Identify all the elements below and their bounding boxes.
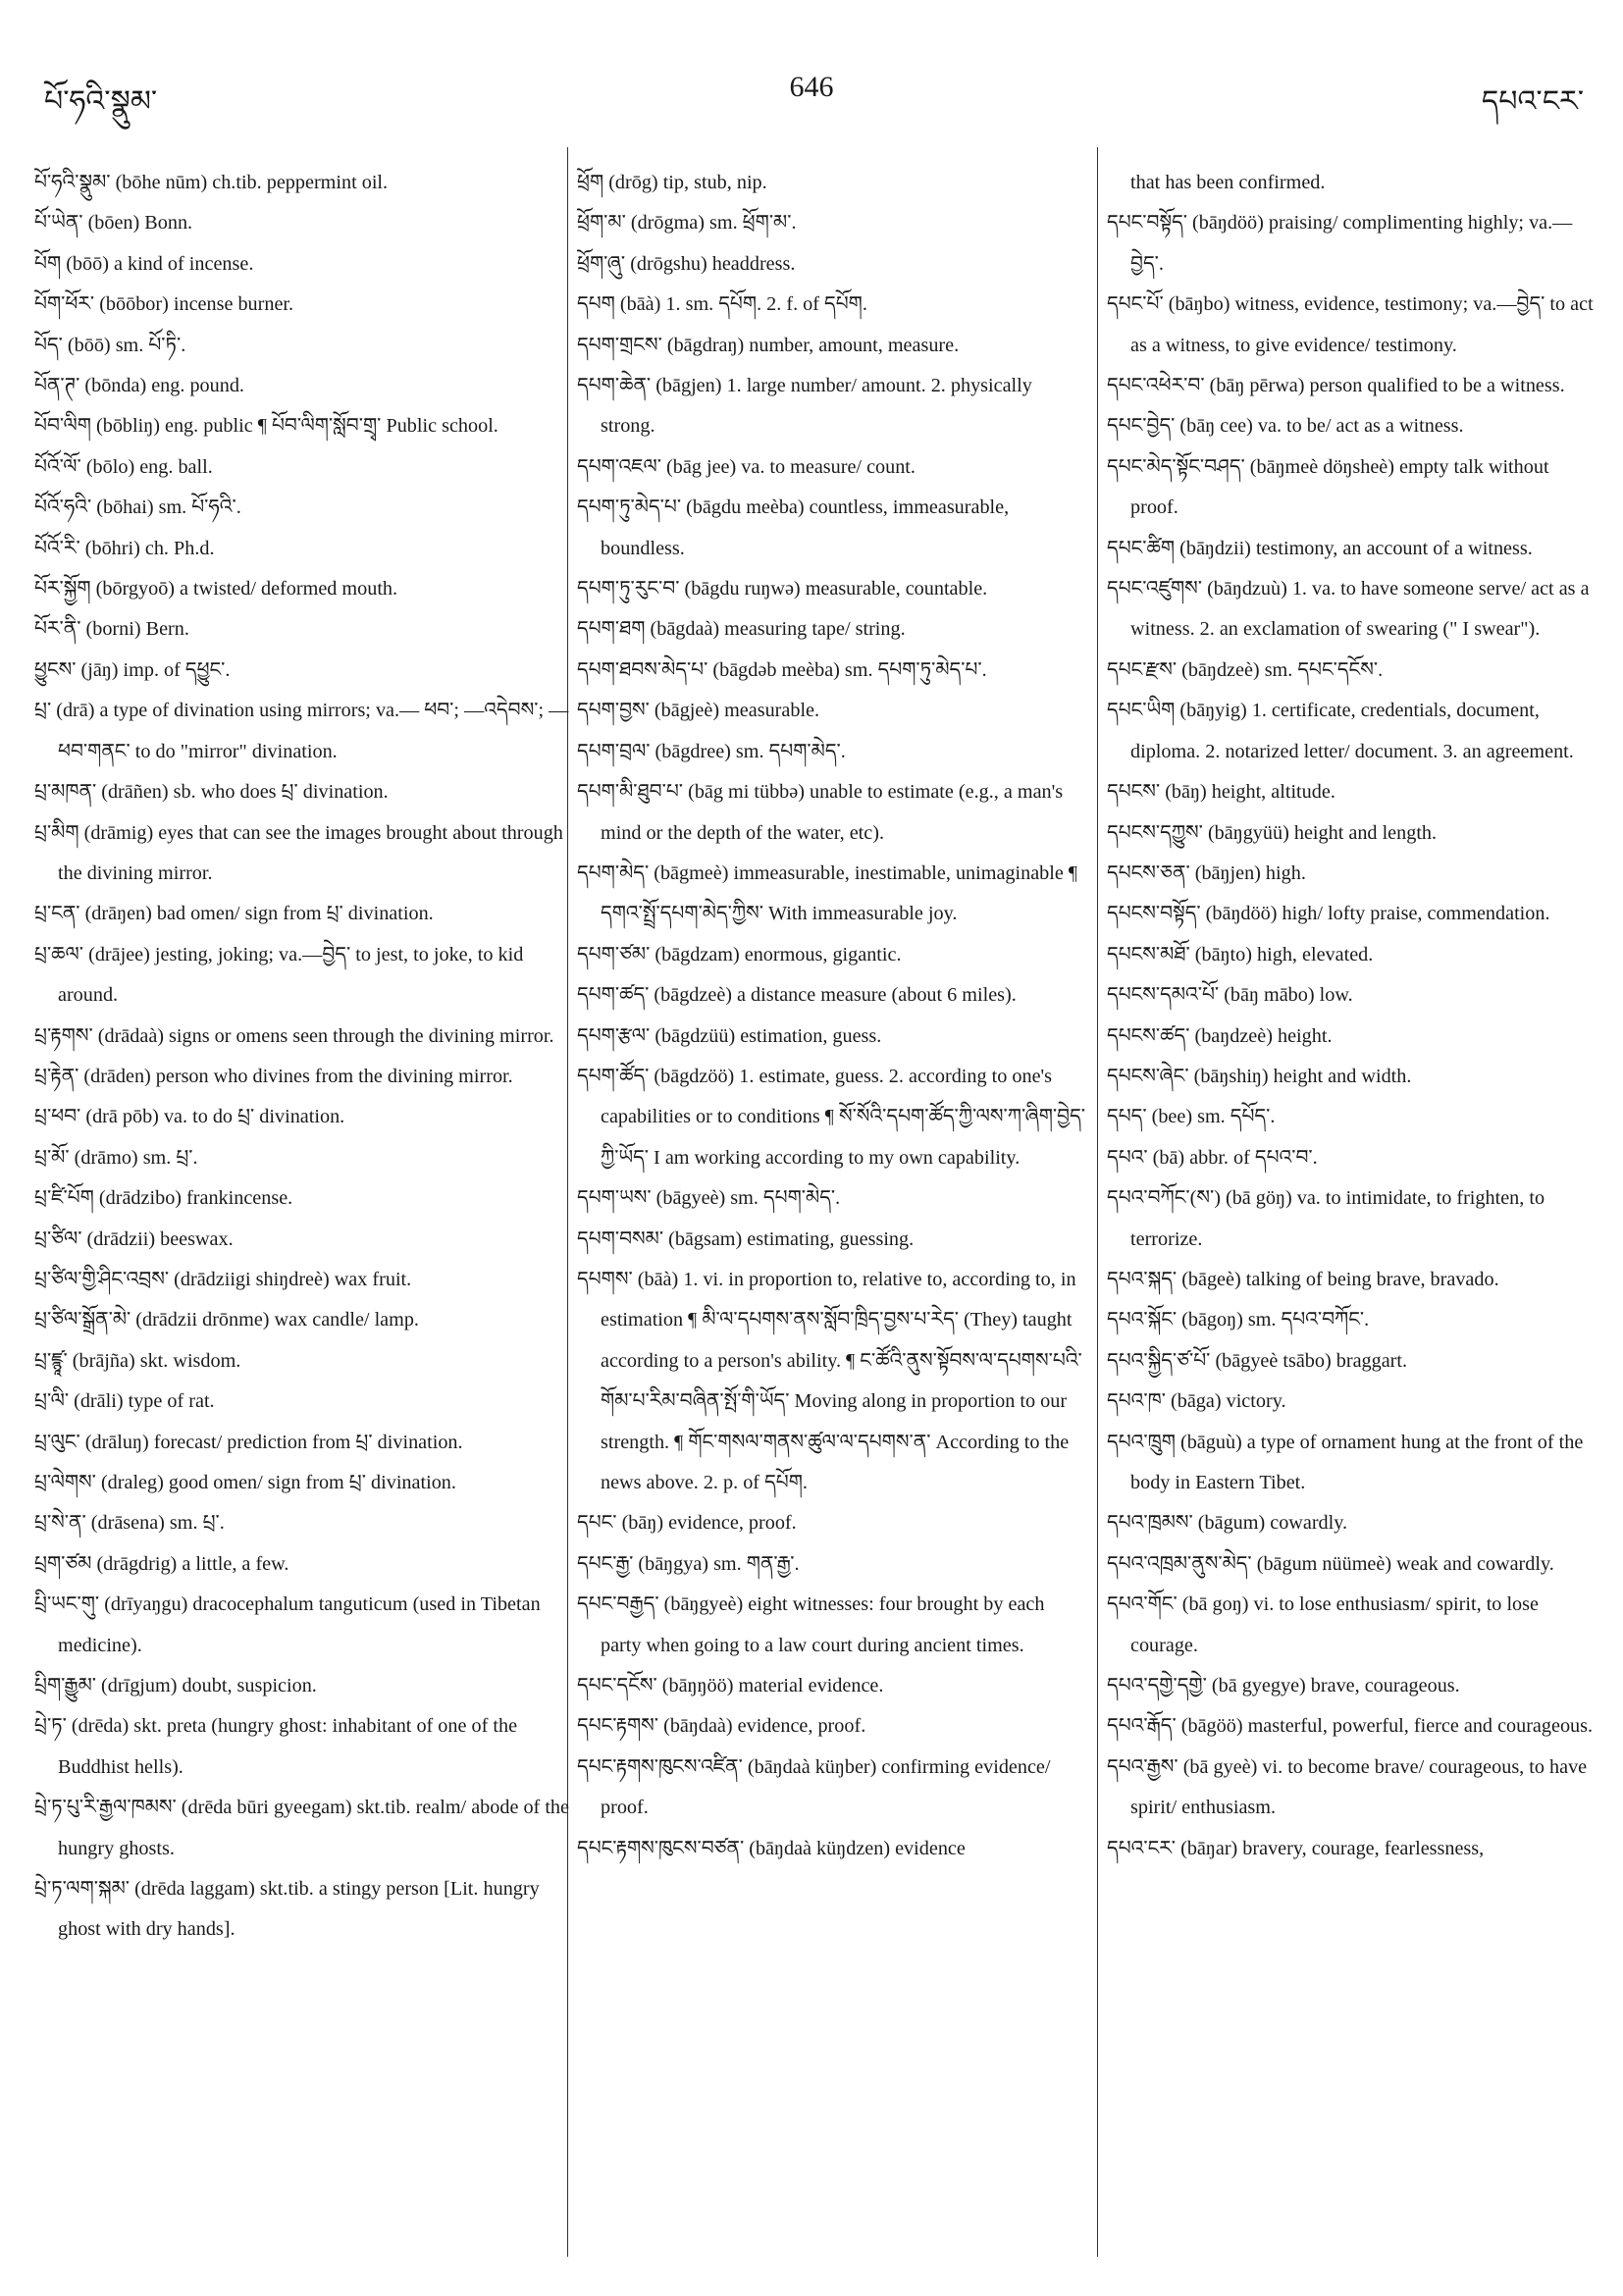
dictionary-entry: དཔའ་སྐད་ (bāgeè) talking of being brave, bravado.: [1107, 1268, 1499, 1290]
dictionary-entry: དཔངས་དཀྱུས་ (bāŋgyüü) height and length.: [1107, 821, 1438, 844]
dictionary-entry: དཔག་ཡས་ (bāgyeè) sm. དཔག་མེད་.: [577, 1187, 841, 1210]
dictionary-entry: ཕྲོག (drōg) tip, stub, nip.: [577, 172, 767, 193]
dictionary-entry: དཔའ་གོང་ (bā goŋ) vi. to lose enthusiasm/ spirit, to lose courage.: [1107, 1593, 1539, 1656]
dictionary-entry: ཕྲོག་ཞུ་ (drōgshu) headdress.: [577, 252, 796, 275]
dictionary-entry: དཔངས་དམའ་པོ་ (bāŋ mābo) low.: [1107, 984, 1353, 1007]
dictionary-entry: དཔང་བརྒྱད་ (bāŋgyeè) eight witnesses: four brought by each party when going to a law court during ancient times.: [577, 1593, 1045, 1656]
dictionary-entry: དཔང་བྱེད་ (bāŋ cee) va. to be/ act as a witness.: [1107, 415, 1464, 438]
dictionary-entry: དཔའ་རྒྱས་ (bā gyeè) vi. to become brave/ courageous, to have spirit/ enthusiasm.: [1107, 1755, 1588, 1819]
dictionary-entry: དཔངས་མཐོ་ (bāŋto) high, elevated.: [1107, 943, 1374, 965]
dictionary-entry: དཔའ་སྐོང་ (bāgoŋ) sm. དཔའ་བཀོང་.: [1107, 1309, 1370, 1331]
dictionary-entry: པོའོ་ཧའི་ (bōhai) sm. པོ་ཧའི་.: [34, 496, 241, 519]
dictionary-entry: དཔག་ཐབས་མེད་པ་ (bāgdəb meèba) sm. དཔག་ཏུ་མེད་པ་.: [577, 658, 987, 681]
dictionary-entry: དཔའ་སྐྱིད་ཙ་པོ་ (bāgyeè tsābo) braggart.: [1107, 1349, 1408, 1372]
dictionary-entry: པྲ་ངན་ (drāŋen) bad omen/ sign from པྲ་ divination.: [34, 903, 434, 925]
dictionary-entry: དཔང་ཡིག (bāŋyig) 1. certificate, credentials, document, diploma. 2. notarized letter/ document. 3. an agreement.: [1107, 700, 1574, 762]
dictionary-entry: དཔག་བྱས་ (bāgjeè) measurable.: [577, 700, 820, 722]
dictionary-entry: པོ་ཧའི་སྣུམ་ (bōhe nūm) ch.tib. peppermint oil.: [34, 172, 389, 193]
dictionary-entry: པྲ་ཆལ་ (drājee) jesting, joking; va.—བྱེད་ to jest, to joke, to kid around.: [34, 943, 524, 1007]
dictionary-entry: པོན་ཊ་ (bōnda) eng. pound.: [34, 375, 244, 397]
dictionary-entry: དཔག་བྲལ་ (bāgdree) sm. དཔག་མེད་.: [577, 740, 846, 762]
dictionary-entry: པྲ་ཙིལ་སྒྲོན་མེ་ (drādzii drōnme) wax candle/ lamp.: [34, 1309, 419, 1331]
dictionary-entry: དཔངས་ཞེང་ (bāŋshiŋ) height and width.: [1107, 1065, 1412, 1087]
dictionary-entry: པྲ་ཛྙཱ་ (brājña) skt. wisdom.: [34, 1349, 241, 1372]
dictionary-entry: དཔང་རྫས་ (bāŋdzeè) sm. དཔང་དངོས་.: [1107, 658, 1384, 681]
dictionary-entry: པྲེ་ཏ་ (drēda) skt. preta (hungry ghost: inhabitant of one of the Buddhist hells).: [34, 1715, 518, 1778]
dictionary-entry: དཔང་འཕེར་བ་ (bāŋ pērwa) person qualified to be a witness.: [1107, 375, 1565, 397]
dictionary-entry: དཔང་མེད་སྟོང་བཤད་ (bāŋmeè döŋsheè) empty talk without proof.: [1107, 455, 1549, 519]
dictionary-entry: དཔའ་རྒོད་ (bāgöö) masterful, powerful, fierce and courageous.: [1107, 1715, 1594, 1738]
dictionary-column-1: [34, 163, 572, 1951]
dictionary-entry: དཔག་ཏུ་མེད་པ་ (bāgdu meèba) countless, immeasurable, boundless.: [577, 496, 1010, 559]
dictionary-entry: that has been confirmed.: [1130, 172, 1326, 193]
page-number: 646: [789, 71, 834, 103]
dictionary-entry: པོག (bōō) a kind of incense.: [34, 252, 254, 275]
dictionary-entry: པོར་ནི་ (borni) Bern.: [34, 618, 189, 641]
dictionary-entry: དཔག་ཐག (bāgdaà) measuring tape/ string.: [577, 618, 906, 641]
dictionary-entry: དཔག (bāà) 1. sm. དཔོག. 2. f. of དཔོག.: [577, 293, 867, 316]
dictionary-entry: དཔང་པོ་ (bāŋbo) witness, evidence, testimony; va.—བྱེད་ to act as a witness, to give evidence/ testimony.: [1107, 293, 1594, 356]
dictionary-entry: པྲ་ (drā) a type of divination using mirrors; va.— ཕབ་; —འདེབས་; —ཕབ་གནང་ to do "mirror" divination.: [34, 700, 569, 762]
dictionary-entry: དཔག་གྲངས་ (bāgdraŋ) number, amount, measure.: [577, 334, 960, 356]
dictionary-entry: པྲེ་ཏ་ལག་སྐམ་ (drēda laggam) skt.tib. a stingy person [Lit. hungry ghost with dry hands].: [34, 1878, 540, 1941]
dictionary-entry: དཔའ་ངར་ (bāŋar) bravery, courage, fearlessness,: [1107, 1837, 1485, 1859]
dictionary-entry: དཔག་མི་ཐུབ་པ་ (bāg mi tübbə) unable to estimate (e.g., a man's mind or the depth of the water, etc).: [577, 781, 1064, 844]
dictionary-entry: ཕྲོག་མ་ (drōgma) sm. ཕྲོག་མ་.: [577, 212, 797, 235]
dictionary-entry: དཔང་རྒྱ་ (bāŋgya) sm. གན་རྒྱ་.: [577, 1552, 800, 1575]
dictionary-entry: དཔངས་བསྟོད་ (bāŋdöö) high/ lofty praise, commendation.: [1107, 903, 1550, 925]
dictionary-entry: དཔག་མེད་ (bāgmeè) immeasurable, inestimable, unimaginable ¶ དགའ་སྤྲོ་དཔག་མེད་ཀྱིས་ With immeasurable joy.: [577, 861, 1078, 925]
dictionary-entry: པོའོ་རི་ (bōhri) ch. Ph.d.: [34, 537, 215, 559]
dictionary-entry: དཔག་ཙམ་ (bāgdzam) enormous, gigantic.: [577, 943, 902, 965]
dictionary-entry: དཔངས་ཅན་ (bāŋjen) high.: [1107, 861, 1306, 884]
dictionary-entry: དཔའ་ (bā) abbr. of དཔའ་བ་.: [1107, 1146, 1318, 1169]
dictionary-entry: དཔང་རྟགས་ (bāŋdaà) evidence, proof.: [577, 1715, 866, 1738]
dictionary-entry: དཔད་ (bee) sm. དཔོད་.: [1107, 1106, 1276, 1128]
dictionary-entry: དཔང་དངོས་ (bāŋŋöö) material evidence.: [577, 1675, 884, 1697]
dictionary-entry: དཔང་ཚིག (bāŋdzii) testimony, an account of a witness.: [1107, 537, 1533, 559]
dictionary-entry: དཔག་ཚད་ (bāgdzeè) a distance measure (about 6 miles).: [577, 984, 1017, 1007]
dictionary-column-3: [1107, 163, 1599, 1869]
dictionary-column-2: [577, 163, 1089, 1869]
running-head-left: པོ་ཧའི་སྣུམ་: [44, 85, 158, 118]
dictionary-entry: དཔའ་དགྱེ་དགྱེ་ (bā gyegye) brave, courageous.: [1107, 1675, 1460, 1697]
dictionary-entry: དཔང་རྟགས་ཁུངས་འཛིན་ (bāŋdaà küŋber) confirming evidence/ proof.: [577, 1755, 1051, 1819]
dictionary-entry: དཔངས་ (bāŋ) height, altitude.: [1107, 781, 1335, 804]
dictionary-entry: པྲ་ཙིལ་ (drādzii) beeswax.: [34, 1227, 234, 1250]
dictionary-entry: དཔགས་ (bāà) 1. vi. in proportion to, relative to, according to, in estimation ¶ མི་ལ་དཔགས་ནས་སློབ་ཁྲིད་བྱས་པ་རེད་ (They) taught according to a person's ability. ¶ ང་ཚོའི་ནུས་སྟོབས་ལ་དཔགས་པའི་གོམ་པ་རིམ་བཞིན་སྤོ་གི་ཡོད་ Moving along in proportion to our strength. ¶ གོང་གསལ་གནས་ཚུལ་ལ་དཔགས་ན་ According to the news above. 2. p. of དཔོག.: [577, 1268, 1082, 1493]
dictionary-entry: དཔང་བསྟོད་ (bāŋdöö) praising/ complimenting highly; va.—བྱེད་.: [1107, 212, 1573, 275]
dictionary-entry: པྲ་མོ་ (drāmo) sm. པྲ་.: [34, 1146, 198, 1169]
dictionary-entry: དཔག་བསམ་ (bāgsam) estimating, guessing.: [577, 1227, 915, 1250]
dictionary-entry: དཔག་འཇལ་ (bāg jee) va. to measure/ count.: [577, 455, 916, 478]
dictionary-entry: དཔག་ཏུ་རུང་བ་ (bāgdu ruŋwə) measurable, countable.: [577, 578, 988, 600]
dictionary-entry: དཔའ་བཀོང་(ས་) (bā göŋ) va. to intimidate, to frighten, to terrorize.: [1107, 1187, 1545, 1250]
dictionary-entry: པྲ་སེ་ན་ (drāsena) sm. པྲ་.: [34, 1512, 225, 1535]
dictionary-entry: པོག་ཕོར་ (bōōbor) incense burner.: [34, 293, 294, 316]
dictionary-entry: པོར་སྐྱོག (bōrgyoō) a twisted/ deformed mouth.: [34, 578, 398, 600]
dictionary-entry: པྲ་ཛི་པོག (drādzibo) frankincense.: [34, 1187, 293, 1210]
dictionary-entry: དཔང་རྟགས་ཁུངས་བཙན་ (bāŋdaà küŋdzen) evidence: [577, 1837, 966, 1859]
dictionary-entry: པྲག་ཙམ (drāgdrig) a little, a few.: [34, 1552, 289, 1575]
dictionary-entry: པྲ་ཕབ་ (drā pōb) va. to do པྲ་ divination.: [34, 1106, 345, 1128]
dictionary-entry: པྲེ་ཏ་པུ་རི་རྒྱལ་ཁམས་ (drēda būri gyeegam) skt.tib. realm/ abode of the hungry ghosts.: [34, 1797, 569, 1859]
dictionary-entry: དཔག་ཚོད་ (bāgdzöö) 1. estimate, guess. 2. according to one's capabilities or to conditions ¶ སོ་སོའི་དཔག་ཚོད་ཀྱི་ལས་ཀ་ཞིག་བྱེད་ཀྱི་ཡོད་ I am working according to my own capability.: [577, 1065, 1086, 1169]
dictionary-entry: པོད་ (bōō) sm. པོ་ཏི་.: [34, 334, 186, 356]
dictionary-entry: པོབ་ལིག (bōbliŋ) eng. public ¶ པོབ་ལིག་སློབ་གྲྭ་ Public school.: [34, 415, 498, 438]
dictionary-entry: དཔང་ (bāŋ) evidence, proof.: [577, 1512, 797, 1535]
dictionary-entry: པྲ་རྟེན་ (drāden) person who divines from the divining mirror.: [34, 1065, 513, 1087]
dictionary-entry: དཔའ་འཁྲམ་ནུས་མེད་ (bāgum nüümeè) weak and cowardly.: [1107, 1552, 1554, 1575]
dictionary-entry: དཔའ་ཁྲམས་ (bāgum) cowardly.: [1107, 1512, 1348, 1535]
column-divider: [1097, 147, 1098, 2257]
dictionary-entry: དཔག་རྩལ་ (bāgdzüü) estimation, guess.: [577, 1024, 882, 1047]
dictionary-entry: དཔངས་ཚད་ (baŋdzeè) height.: [1107, 1024, 1333, 1047]
dictionary-entry: པྲིག་རྒྱུམ་ (drīgjum) doubt, suspicion.: [34, 1675, 317, 1697]
dictionary-entry: དཔའ་ཁྲུག (bāguù) a type of ornament hung at the front of the body in Eastern Tibet.: [1107, 1431, 1584, 1493]
dictionary-entry: པྲ་ཙིལ་གྱི་ཤིང་འབྲས་ (drādziigi shiŋdreè) wax fruit.: [34, 1268, 412, 1290]
dictionary-entry: ཕྱུངས་ (jāŋ) imp. of དཕྱུང་.: [34, 658, 231, 681]
dictionary-entry: པྲ་ལི་ (drāli) type of rat.: [34, 1390, 215, 1413]
dictionary-entry: དཔའ་ཁ་ (bāga) victory.: [1107, 1390, 1286, 1413]
running-head-right: དཔའ་ངར་: [1481, 85, 1584, 118]
dictionary-entry: པྲི་ཡང་གུ་ (drīyaŋgu) dracocephalum tanguticum (used in Tibetan medicine).: [34, 1593, 541, 1656]
dictionary-entry: པྲ་མིག (drāmig) eyes that can see the images brought about through the divining mirror.: [34, 821, 563, 884]
dictionary-entry: པྲ་མཁན་ (drāñen) sb. who does པྲ་ divination.: [34, 781, 389, 804]
dictionary-entry: དཔག་ཆེན་ (bāgjen) 1. large number/ amount. 2. physically strong.: [577, 375, 1032, 438]
dictionary-entry: པོའོ་ལོ་ (bōlo) eng. ball.: [34, 455, 213, 478]
dictionary-entry: པྲ་ལེགས་ (draleg) good omen/ sign from པྲ་ divination.: [34, 1472, 456, 1493]
dictionary-entry: པོ་ཡེན་ (bōen) Bonn.: [34, 212, 193, 235]
dictionary-entry: དཔང་འཛུགས་ (bāŋdzuù) 1. va. to have someone serve/ act as a witness. 2. an exclamation of swearing (" I swear").: [1107, 578, 1590, 641]
dictionary-entry: པྲ་ལུང་ (drāluŋ) forecast/ prediction from པྲ་ divination.: [34, 1431, 463, 1453]
dictionary-entry: པྲ་རྟགས་ (drādaà) signs or omens seen through the divining mirror.: [34, 1024, 554, 1047]
